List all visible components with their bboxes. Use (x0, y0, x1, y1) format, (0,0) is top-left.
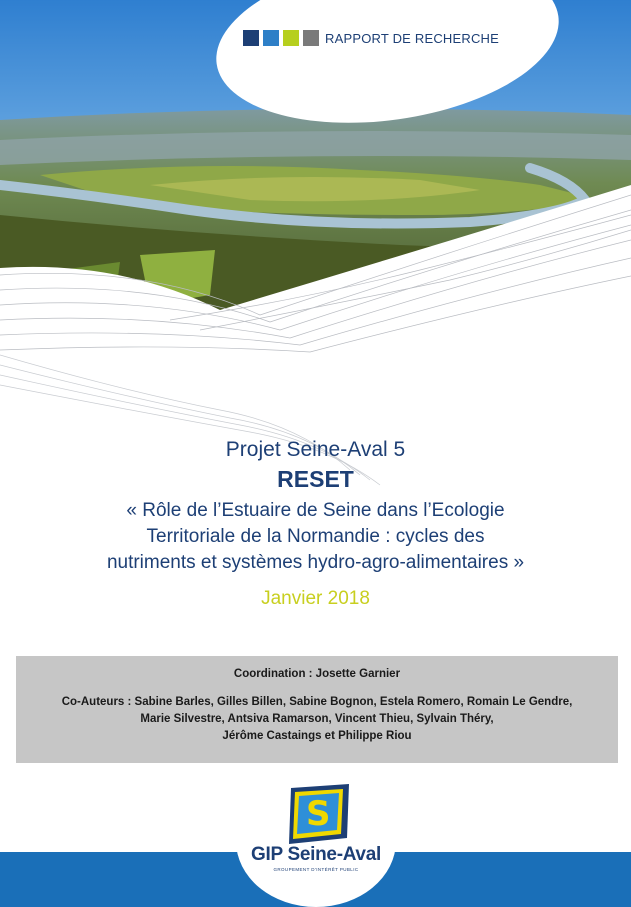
project-subtitle (0, 498, 631, 576)
report-type-header (243, 30, 499, 46)
logo-mark-letter: S (306, 794, 331, 834)
coauthors-list (16, 694, 618, 745)
coauthors-line-3: Jérôme Castaings et Philippe Riou (222, 730, 412, 742)
title-block (0, 436, 631, 610)
square-1 (243, 30, 259, 46)
square-2 (263, 30, 279, 46)
report-type-label: RAPPORT DE RECHERCHE (325, 30, 499, 46)
authors-box (16, 656, 618, 763)
subtitle-line-1: « Rôle de l’Estuaire de Seine dans l’Ecologie (126, 500, 505, 521)
project-acronym: RESET (277, 466, 354, 492)
project-name: Projet Seine-Aval 5 (225, 438, 406, 461)
coordination-line: Coordination : Josette Garnier (233, 668, 401, 680)
square-3 (283, 30, 299, 46)
subtitle-line-2: Territoriale de la Normandie : cycles des (146, 526, 485, 547)
coauthors-line-1: Co-Auteurs : Sabine Barles, Gilles Billen, Sabine Bognon, Estela Romero, Romain Le Gendre, (61, 696, 573, 708)
square-4 (303, 30, 319, 46)
subtitle-line-3: nutriments et systèmes hydro-agro-alimentaires » (106, 552, 525, 573)
publication-date: Janvier 2018 (261, 588, 370, 609)
gip-seine-aval-logo-icon (279, 784, 359, 848)
logo-name: GIP Seine-Aval (251, 844, 381, 865)
logo-tagline: GROUPEMENT D'INTÉRÊT PUBLIC (273, 867, 359, 872)
coauthors-line-2: Marie Silvestre, Antsiva Ramarson, Vincent Thieu, Sylvain Théry, (140, 713, 494, 725)
